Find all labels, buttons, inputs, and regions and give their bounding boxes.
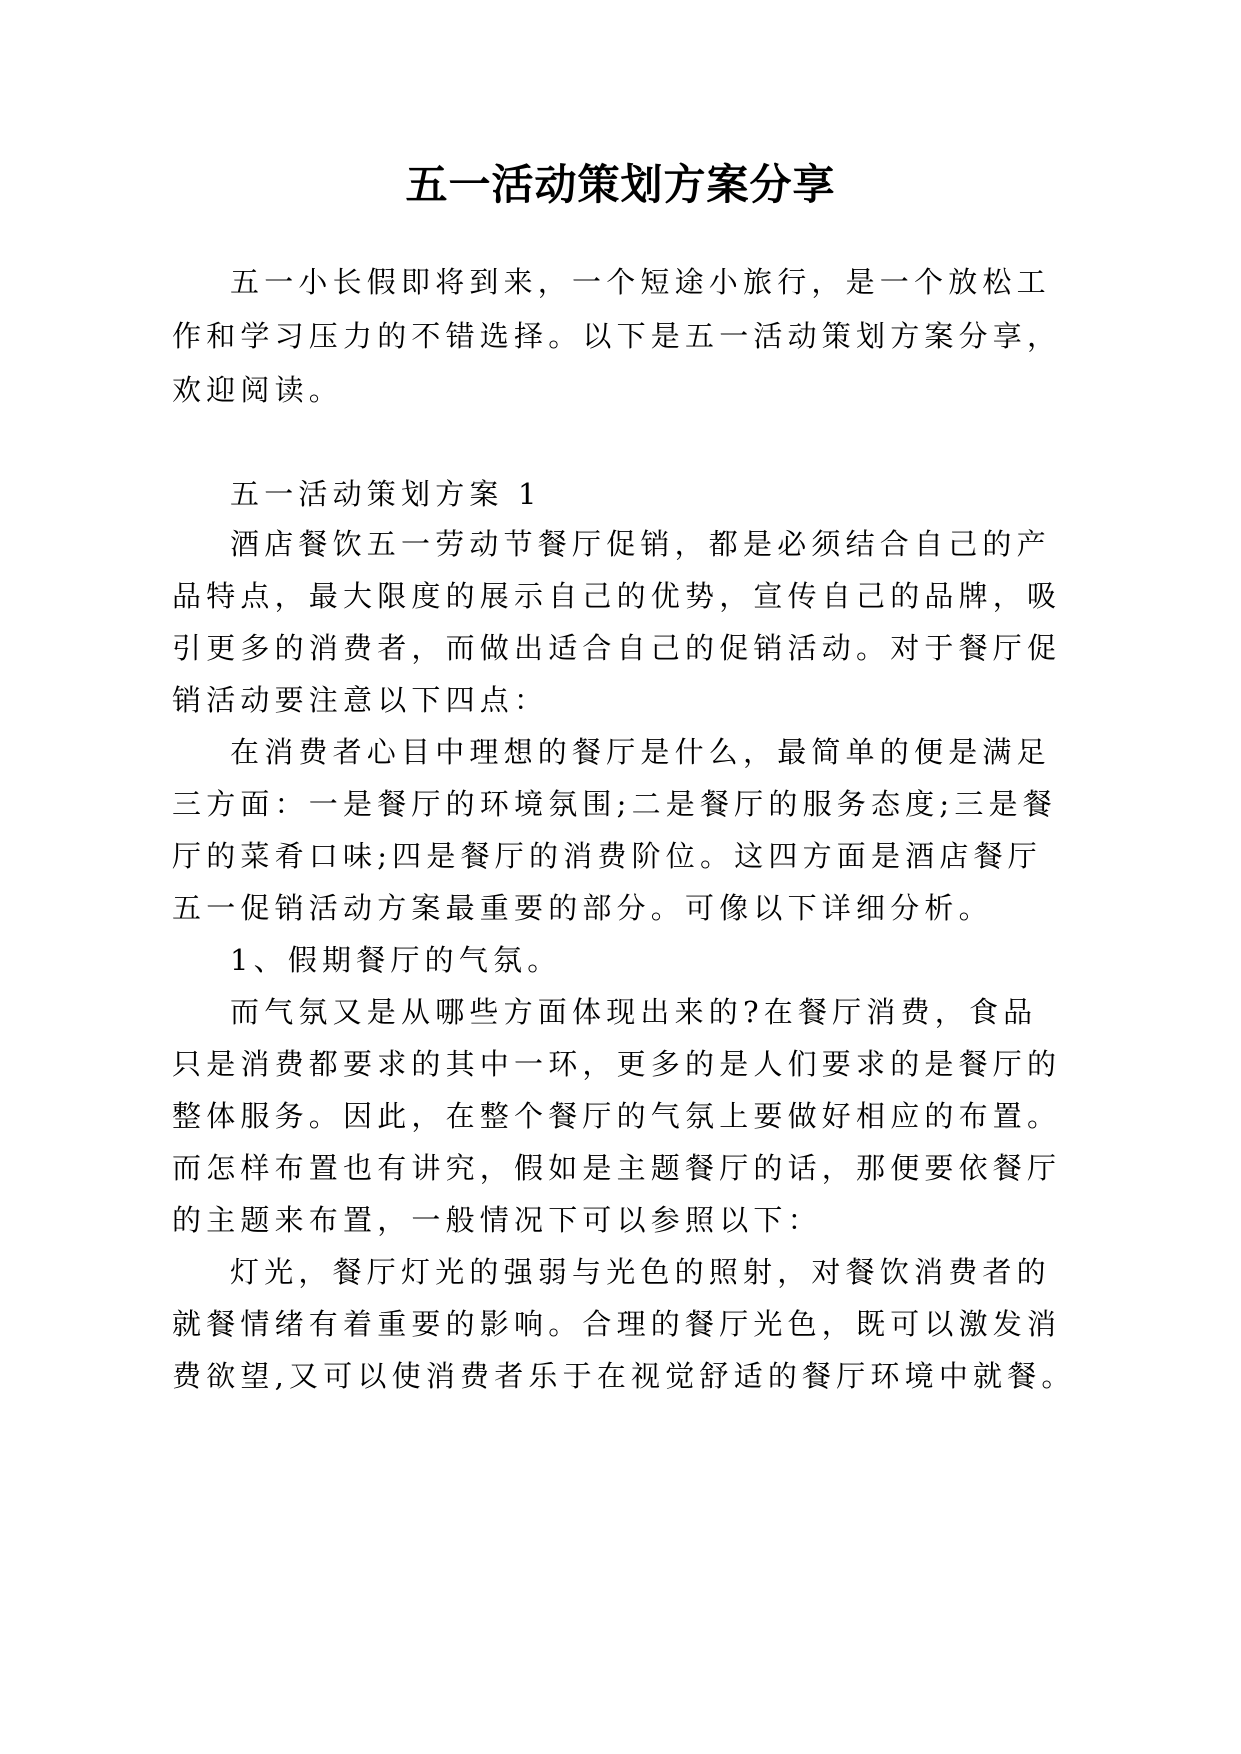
p1-line-1: 酒店餐饮五一劳动节餐厅促销，都是必须结合自己的产	[230, 527, 1051, 561]
p5-line-2: 就餐情绪有着重要的影响。合理的餐厅光色，既可以激发消	[172, 1307, 1062, 1341]
p4-line-5: 的主题来布置，一般情况下可以参照以下：	[172, 1203, 822, 1237]
p2-line-2: 三方面：一是餐厅的环境氛围;二是餐厅的服务态度;三是餐	[172, 787, 1057, 821]
document-title: 五一活动策划方案分享	[405, 160, 836, 209]
p2-line-4: 五一促销活动方案最重要的部分。可像以下详细分析。	[172, 891, 993, 925]
p2-line-1: 在消费者心目中理想的餐厅是什么，最简单的便是满足	[230, 735, 1051, 769]
intro-line-1: 五一小长假即将到来，一个短途小旅行，是一个放松工	[230, 265, 1051, 299]
intro-line-2: 作和学习压力的不错选择。以下是五一活动策划方案分享，	[172, 319, 1062, 353]
p3-line-1: 1、假期餐厅的气氛。	[230, 943, 562, 977]
p1-line-2: 品特点，最大限度的展示自己的优势，宣传自己的品牌，吸	[172, 579, 1062, 613]
p5-line-3: 费欲望,又可以使消费者乐于在视觉舒适的餐厅环境中就餐。	[172, 1359, 1076, 1393]
p4-line-2: 只是消费都要求的其中一环，更多的是人们要求的是餐厅的	[172, 1047, 1062, 1081]
p1-line-3: 引更多的消费者，而做出适合自己的促销活动。对于餐厅促	[172, 631, 1062, 665]
p1-line-4: 销活动要注意以下四点：	[172, 683, 549, 717]
p4-line-1: 而气氛又是从哪些方面体现出来的?在餐厅消费，食品	[230, 995, 1038, 1029]
p2-line-3: 厅的菜肴口味;四是餐厅的消费阶位。这四方面是酒店餐厅	[172, 839, 1042, 873]
p5-line-1: 灯光，餐厅灯光的强弱与光色的照射，对餐饮消费者的	[230, 1255, 1051, 1289]
p4-line-4: 而怎样布置也有讲究，假如是主题餐厅的话，那便要依餐厅	[172, 1151, 1062, 1185]
section-heading: 五一活动策划方案 1	[230, 477, 542, 511]
p4-line-3: 整体服务。因此，在整个餐厅的气氛上要做好相应的布置。	[172, 1099, 1062, 1133]
intro-line-3: 欢迎阅读。	[172, 373, 344, 407]
